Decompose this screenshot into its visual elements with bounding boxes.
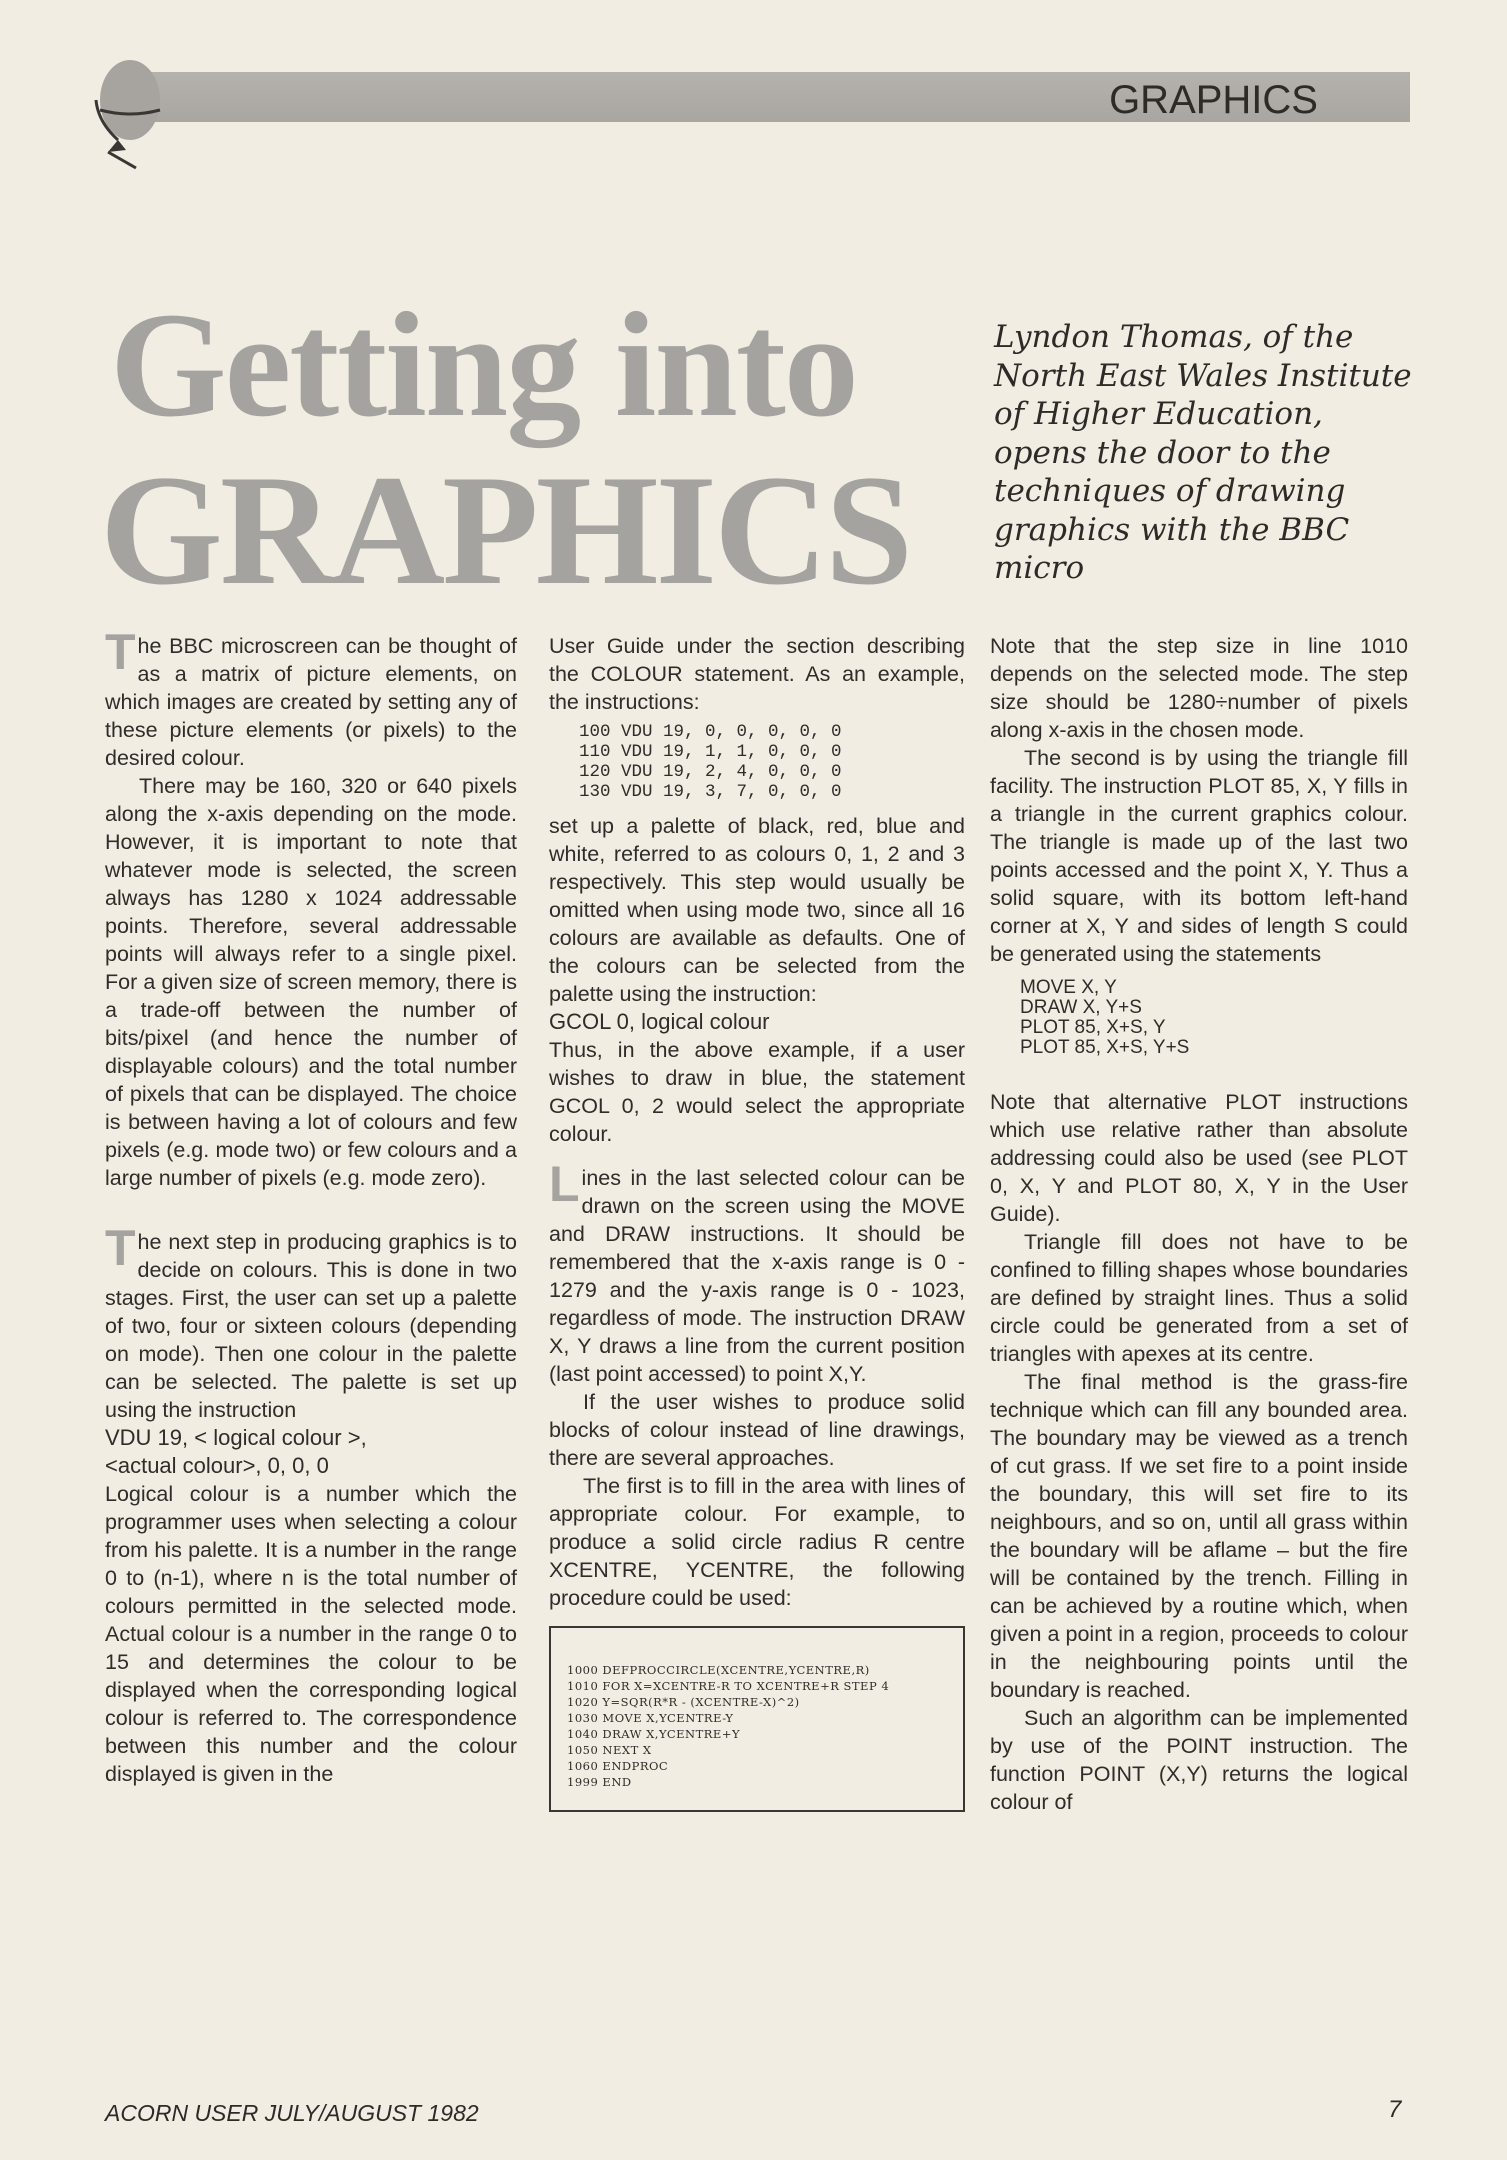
- gcol-statement: GCOL 0, logical colour: [549, 1009, 770, 1034]
- paragraph: Note that the step size in line 1010 depends on the selected mode. The step size should be 1280÷number of pixels along x-axis in the chosen mode.: [990, 634, 1408, 742]
- paragraph: There may be 160, 320 or 640 pixels along the x-axis depending on the mode. However, it is important to note that whatever mode is selected, the screen always has 1280 x 1024 addressable points. Therefore, several addressable points will always refer to a single pixel. For a given size of screen memory, there is a trade-off between the number of bits/pixel (and hence the number of displayable colours) and the total number of pixels that can be displayed. The choice is between having a lot of colours and few pixels (e.g. mode two) or few colours and a large number of pixels (e.g. mode zero).: [105, 774, 517, 1190]
- paragraph: The next step in producing graphics is to decide on colours. This is done in two stages. First, the user can set up a palette of two, four or sixteen colours (depending on mode). Then one colour in the palette can be selected. The palette is set up using the instruction: [105, 1220, 517, 1422]
- vdu-statement-line-1: VDU 19, < logical colour >,: [105, 1425, 367, 1450]
- paragraph: Lines in the last selected colour can be drawn on the screen using the MOVE and DRAW instructions. It should be remembered that the x-axis range is 0 - 1279 and the y-axis range is 0 - 1023, regardless of mode. The instruction DRAW X, Y draws a line from the current position (last point accessed) to point X,Y.: [549, 1156, 965, 1386]
- paragraph: User Guide under the section describing the COLOUR statement. As an example, the instructions:: [549, 634, 965, 714]
- section-title: GRAPHICS: [1109, 78, 1318, 122]
- program-listing: 1000 DEFPROCCIRCLE(XCENTRE,YCENTRE,R) 1010 FOR X=XCENTRE-R TO XCENTRE+R STEP 4 1020 Y=SQR(R*R - (XCENTRE-X)^2) 1030 MOVE X,YCENTRE-Y 1040 DRAW X,YCENTRE+Y 1050 NEXT X 1060 ENDPROC 1999 END: [549, 1626, 965, 1812]
- column-2: [549, 632, 965, 1812]
- acorn-icon: [78, 52, 170, 170]
- paragraph: The second is by using the triangle fill facility. The instruction PLOT 85, X, Y fills in a triangle in the current graphics colour. The triangle is made up of the last two points accessed and the point X, Y. Thus a solid square, with its bottom left-hand corner at X, Y and sides of length S could be generated using the statements: [990, 746, 1408, 966]
- page-number: 7: [1388, 2096, 1402, 2123]
- headline-line-1: Getting into: [110, 282, 857, 448]
- column-3: [990, 632, 1408, 1816]
- paragraph: set up a palette of black, red, blue and white, referred to as colours 0, 1, 2 and 3 respectively. This step would usually be omitted when using mode two, since all 16 colours are available as defaults. One of the colours can be selected from the palette using the instruction:: [549, 814, 965, 1006]
- drop-cap: T: [105, 1220, 136, 1276]
- drop-cap: L: [549, 1156, 580, 1212]
- paragraph: Logical colour is a number which the programmer uses when selecting a colour from his palette. It is a number in the range 0 to (n-1), where n is the total number of colours permitted in the selected mode. Actual colour is a number in the range 0 to 15 and determines the colour to be displayed when the corresponding logical colour is referred to. The correspondence between this number and the colour displayed is given in the: [105, 1482, 517, 1786]
- headline-line-2: GRAPHICS: [100, 443, 910, 618]
- paragraph: Note that alternative PLOT instructions which use relative rather than absolute addressing could also be used (see PLOT 0, X, Y and PLOT 80, X, Y in the User Guide).: [990, 1090, 1408, 1226]
- paragraph: The BBC microscreen can be thought of as a matrix of picture elements, on which images are created by setting any of these picture elements (or pixels) to the desired colour.: [105, 624, 517, 770]
- vdu-statement-line-2: <actual colour>, 0, 0, 0: [105, 1453, 329, 1478]
- code-vdu-palette: 100 VDU 19, 0, 0, 0, 0, 0 110 VDU 19, 1, 1, 0, 0, 0 120 VDU 19, 2, 4, 0, 0, 0 130 VDU 19, 3, 7, 0, 0, 0: [579, 722, 842, 802]
- paragraph: Thus, in the above example, if a user wishes to draw in blue, the statement GCOL 0, 2 would select the appropriate colour.: [549, 1038, 965, 1146]
- drop-cap: T: [105, 624, 136, 680]
- code-square-statements: MOVE X, Y DRAW X, Y+S PLOT 85, X+S, Y PLOT 85, X+S, Y+S: [1020, 977, 1190, 1058]
- paragraph: The first is to fill in the area with lines of appropriate colour. For example, to produce a solid circle radius R centre XCENTRE, YCENTRE, the following procedure could be used:: [549, 1474, 965, 1610]
- column-1: [105, 624, 517, 1788]
- paragraph: The final method is the grass-fire technique which can fill any bounded area. The boundary may be viewed as a trench of cut grass. If we set fire to a point inside the boundary, this will set fire to its neighbours, and so on, until all grass within the boundary will be aflame – but the fire will be contained by the trench. Filling in can be achieved by a routine which, when given a point in a region, proceeds to colour in the neighbouring points until the boundary is reached.: [990, 1370, 1408, 1702]
- section-banner: [128, 72, 1410, 122]
- paragraph: Triangle fill does not have to be confined to filling shapes whose boundaries are defined by straight lines. Thus a solid circle could be generated from a set of triangles with apexes at its centre.: [990, 1230, 1408, 1366]
- byline: Lyndon Thomas, of the North East Wales Institute of Higher Education, opens the door to the techniques of drawing graphics with the BBC micro: [994, 319, 1412, 586]
- paragraph: Such an algorithm can be implemented by use of the POINT instruction. The function POINT (X,Y) returns the logical colour of: [990, 1706, 1408, 1814]
- paragraph: If the user wishes to produce solid blocks of colour instead of line drawings, there are several approaches.: [549, 1390, 965, 1470]
- publication-footer: ACORN USER JULY/AUGUST 1982: [105, 2100, 479, 2126]
